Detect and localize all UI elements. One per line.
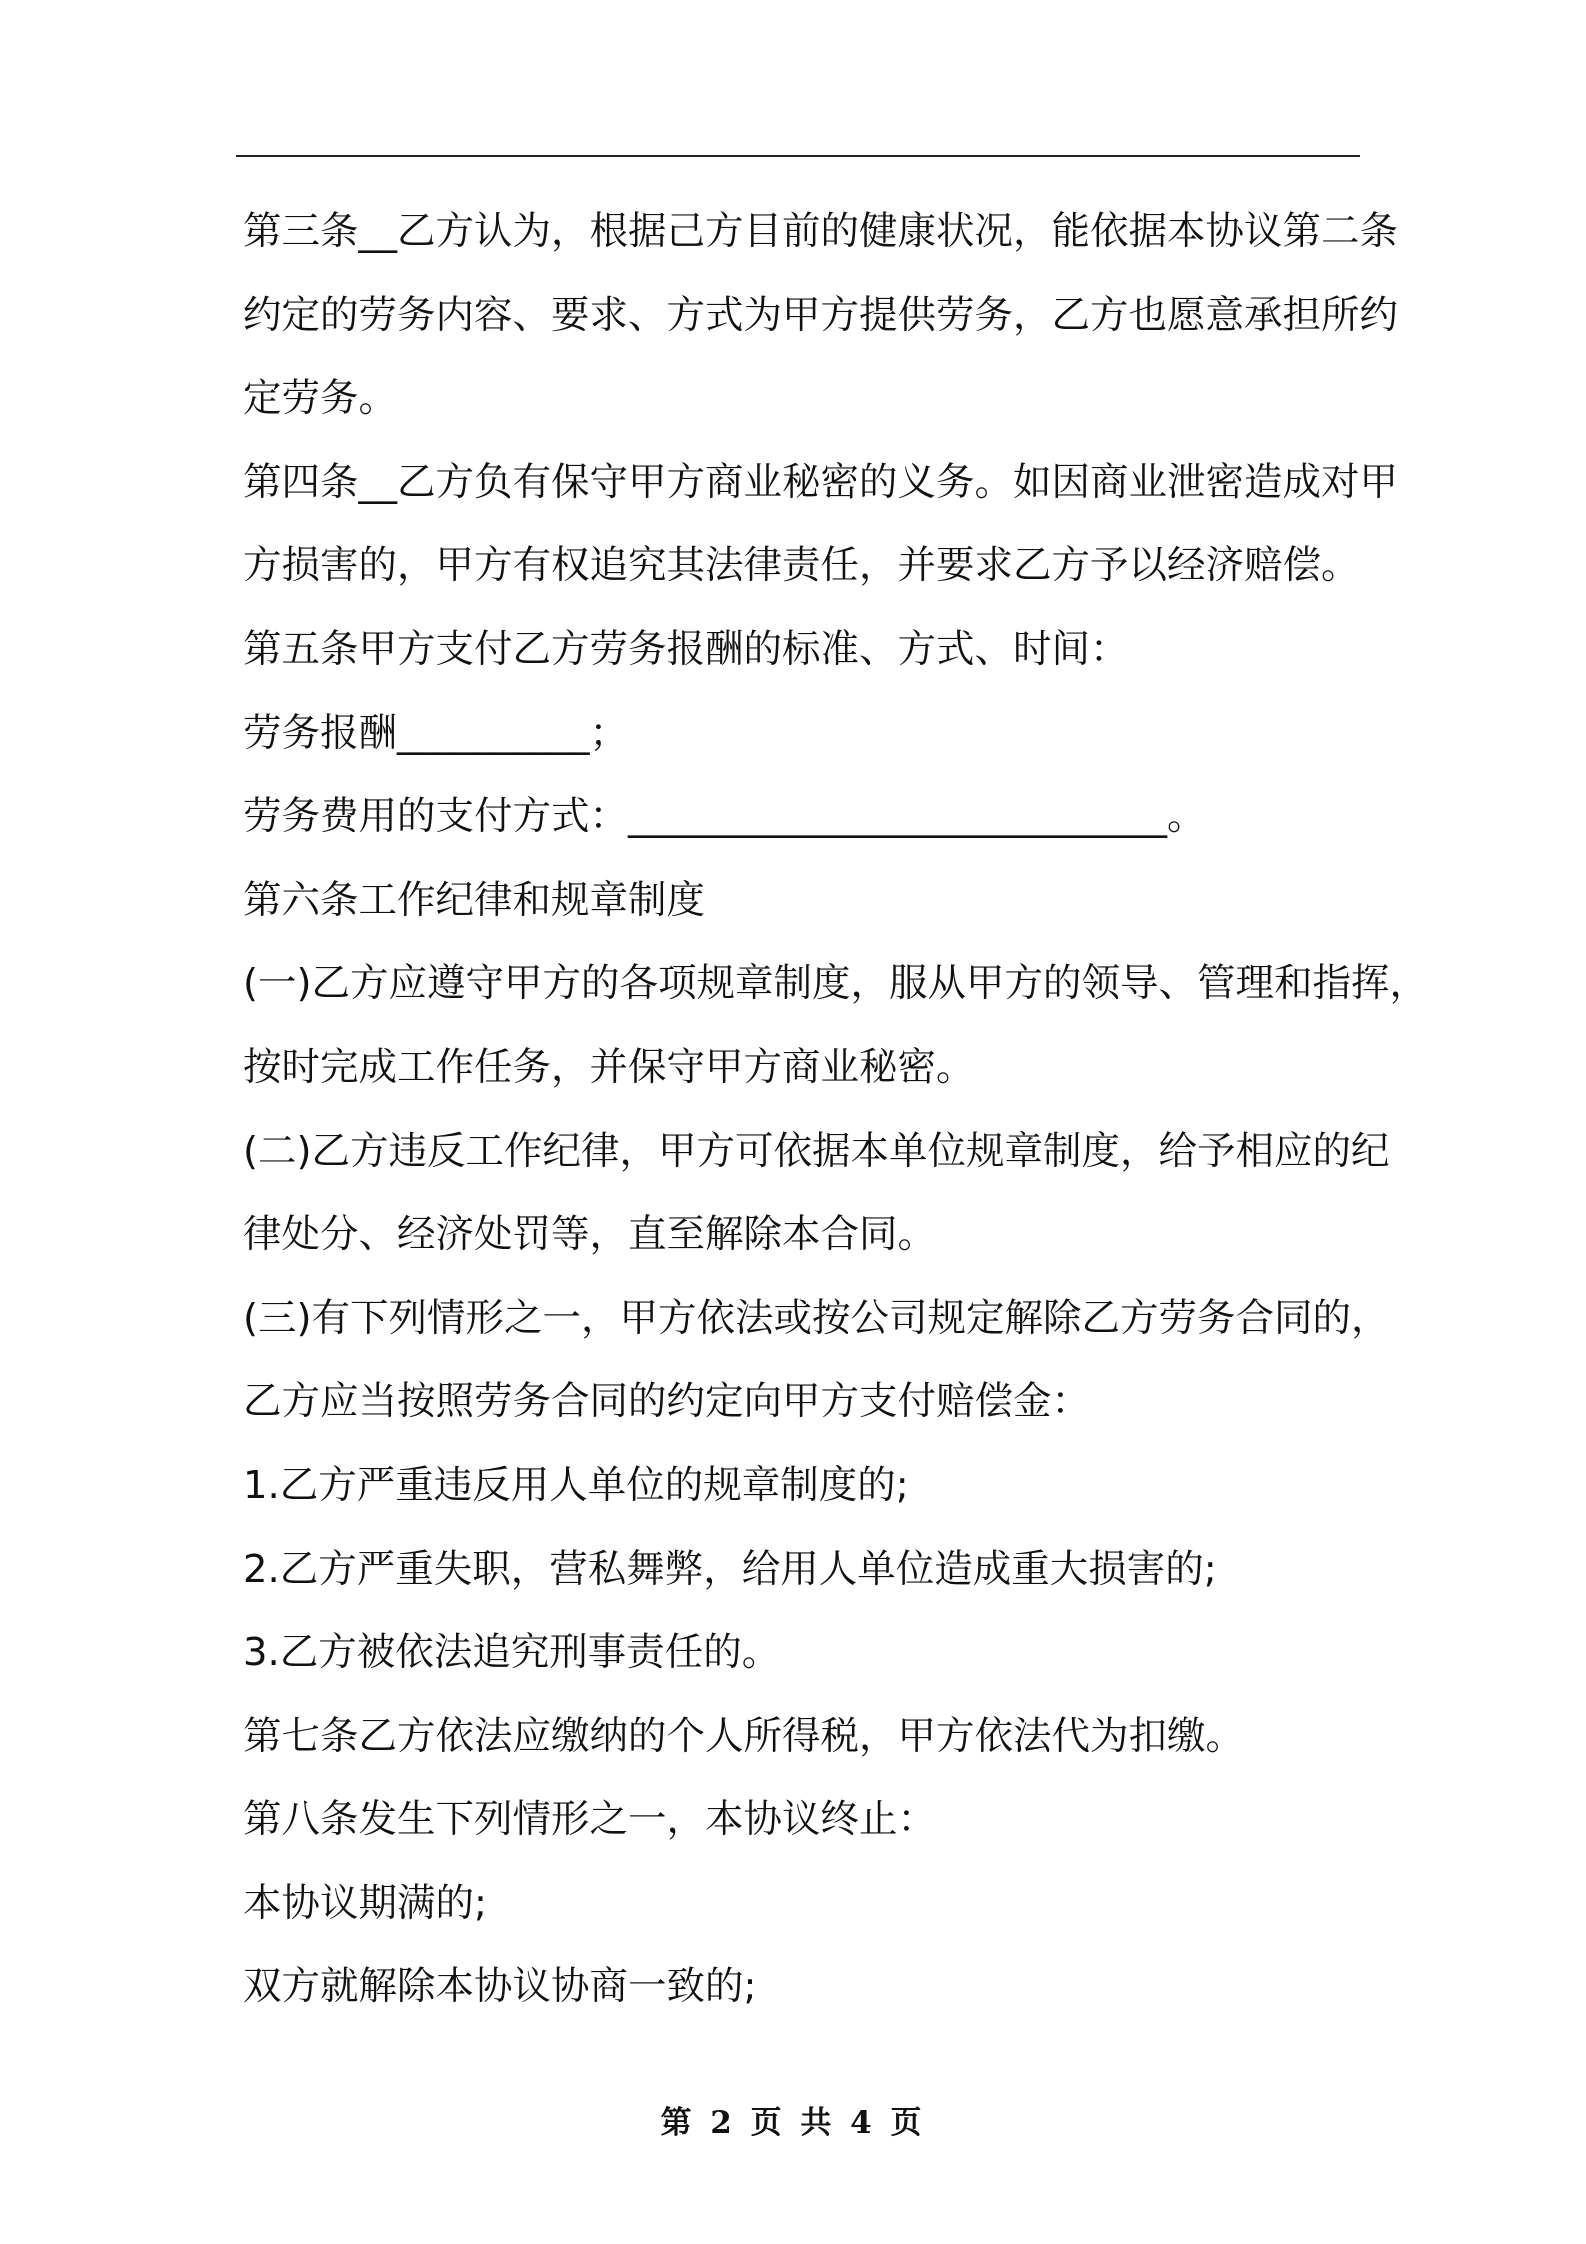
- text-line: 第六条工作纪律和规章制度: [243, 877, 706, 923]
- text-line: 第八条发生下列情形之一，本协议终止：: [243, 1797, 937, 1843]
- text-line: 按时完成工作任务，并保守甲方商业秘密。: [243, 1044, 975, 1090]
- text-line: 第五条甲方支付乙方劳务报酬的标准、方式、时间：: [243, 626, 1129, 672]
- text-line: 双方就解除本协议协商一致的;: [243, 1964, 757, 2010]
- text-line: 1.乙方严重违反用人单位的规章制度的;: [243, 1462, 909, 1508]
- text-line: 约定的劳务内容、要求、方式为甲方提供劳务，乙方也愿意承担所约: [243, 292, 1399, 338]
- text-line: (二)乙方违反工作纪律，甲方可依据本单位规章制度，给予相应的纪: [243, 1128, 1390, 1174]
- document-body: [243, 190, 1429, 2029]
- text-line: 律处分、经济处罚等，直至解除本合同。: [243, 1212, 937, 1258]
- text-line: 定劳务。: [243, 376, 398, 422]
- text-line: 本协议期满的;: [243, 1880, 487, 1926]
- text-line: 3.乙方被依法追究刑事责任的。: [243, 1630, 781, 1676]
- text-line: 方损害的，甲方有权追究其法律责任，并要求乙方予以经济赔偿。: [243, 543, 1360, 589]
- page-number-footer: 第 2 页 共 4 页: [660, 2105, 926, 2141]
- text-line: (三)有下列情形之一，甲方依法或按公司规定解除乙方劳务合同的，: [243, 1295, 1390, 1341]
- text-line: 第七条乙方依法应缴纳的个人所得税，甲方依法代为扣缴。: [243, 1713, 1245, 1759]
- text-line: 劳务报酬__________；: [243, 710, 629, 756]
- header-divider: [236, 155, 1360, 157]
- text-line: 第四条__乙方负有保守甲方商业秘密的义务。如因商业泄密造成对甲: [243, 459, 1399, 505]
- text-line: (一)乙方应遵守甲方的各项规章制度，服从甲方的领导、管理和指挥，: [243, 961, 1429, 1007]
- text-line: 第三条__乙方认为，根据己方目前的健康状况，能依据本协议第二条: [243, 209, 1399, 254]
- text-line: 2.乙方严重失职，营私舞弊，给用人单位造成重大损害的;: [243, 1546, 1217, 1592]
- text-line: 乙方应当按照劳务合同的约定向甲方支付赔偿金：: [243, 1379, 1091, 1425]
- text-line: 劳务费用的支付方式：____________________________。: [243, 794, 1206, 840]
